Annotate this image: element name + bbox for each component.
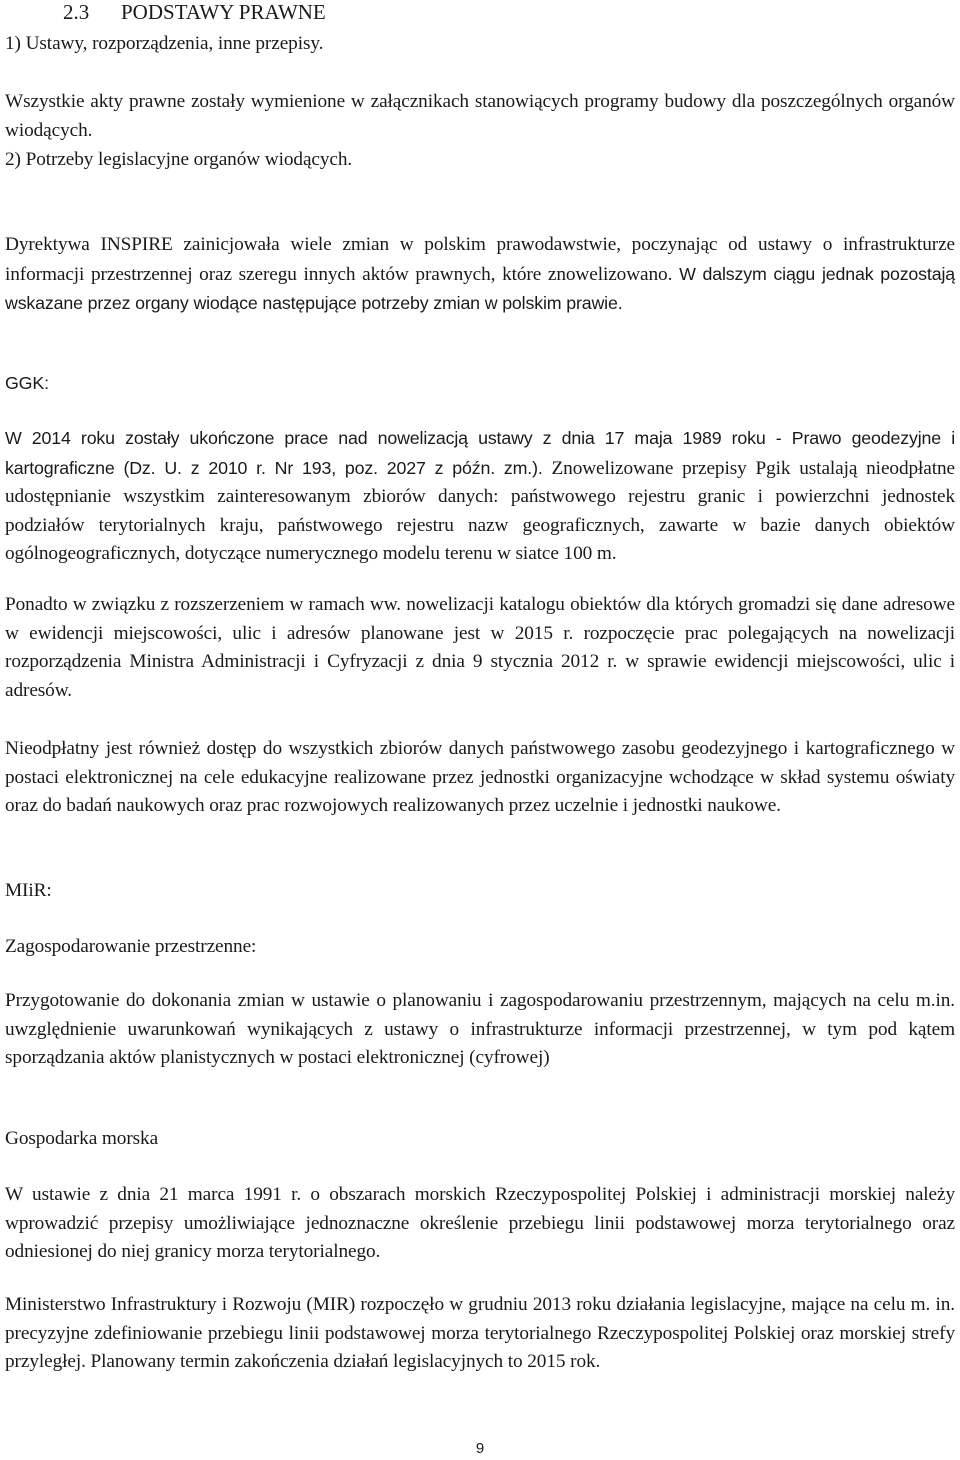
paragraph-legislative-needs: 2) Potrzeby legislacyjne organów wiodących. <box>5 149 353 170</box>
paragraph-legal-acts: Wszystkie akty prawne zostały wymienione w załącznikach stanowiących programy budowy dla poszczególnych organów wiodących. <box>5 91 955 141</box>
section-number: 2.3 <box>63 0 90 24</box>
paragraph-laws: 1) Ustawy, rozporządzenia, inne przepisy. <box>5 33 324 54</box>
inspire-text: Dyrektywa INSPIRE zainicjowała wiele zmian w polskim prawodawstwie, poczynając od ustawy o infrastrukturze informacji przestrzennej oraz szeregu innych aktów prawnych, które znowelizowano. <box>5 234 955 285</box>
paragraph-mir: Ministerstwo Infrastruktury i Rozwoju (MIR) rozpoczęło w grudniu 2013 roku działania legislacyjne, mające na celu m. in. precyzyjne zdefiniowanie przebiegu linii podstawowej morza terytorialnego Rzeczypospolitej Polskiej oraz morskiej strefy przyległej. Planowany termin zakończenia działań legislacyjnych to 2015 rok. <box>5 1294 955 1372</box>
label-maritime: Gospodarka morska <box>5 1128 159 1149</box>
ggk-amendment-text: W 2014 roku zostały ukończone prace nad nowelizacją ustawy z dnia 17 maja 1989 roku - Prawo geodezyjne i kartograficzne (Dz. U. z 2010 r. Nr 193, poz. 2027 z późn. zm.). <box>5 428 955 478</box>
paragraph-free-access: Nieodpłatny jest również dostęp do wszystkich zbiorów danych państwowego zasobu geodezyjnego i kartograficznego w postaci elektronicznej na cele edukacyjne realizowane przez jednostki organizacyjne wchodzące w skład systemu oświaty oraz do badań naukowych oraz prac rozwojowych realizowanych przez uczelnie i jednostki naukowe. <box>5 738 955 816</box>
paragraph-ggk-amendment <box>5 424 955 569</box>
paragraph-address-data: Ponadto w związku z rozszerzeniem w ramach ww. nowelizacji katalogu obiektów dla których gromadzi się dane adresowe w ewidencji miejscowości, ulic i adresów planowane jest w 2015 r. rozpoczęcie prac polegających na nowelizacji rozporządzenia Ministra Administracji i Cyfryzacji z dnia 9 stycznia 2012 r. w sprawie ewidencji miejscowości, ulic i adresów. <box>5 594 955 701</box>
label-miir: MIiR: <box>5 880 52 901</box>
ggk-amendment-continued: Znowelizowane przepisy Pgik ustalają nieodpłatne udostępnianie wszystkim zainteresowanym zbiorów danych: państwowego rejestru granic i powierzchni jednostek podziałów terytorialnych kraju, państwowego rejestru nazw geograficznych, zawarte w bazie danych obiektów ogólnogeograficznych, dotyczące numerycznego modelu terenu w siatce 100 m. <box>5 457 955 564</box>
label-spatial-planning: Zagospodarowanie przestrzenne: <box>5 936 257 957</box>
page-number: 9 <box>475 1440 485 1457</box>
section-title: PODSTAWY PRAWNE <box>121 0 326 24</box>
paragraph-inspire <box>5 231 955 319</box>
section-heading <box>63 0 326 26</box>
paragraph-spatial-planning: Przygotowanie do dokonania zmian w ustawie o planowaniu i zagospodarowaniu przestrzennym, mających na celu m.in. uwzględnienie uwarunkowań wynikających z ustawy o infrastrukturze informacji przestrzennej, w tym pod kątem sporządzania aktów planistycznych w postaci elektronicznej (cyfrowej) <box>5 990 955 1068</box>
label-ggk: GGK: <box>5 373 49 393</box>
paragraph-maritime-act: W ustawie z dnia 21 marca 1991 r. o obszarach morskich Rzeczypospolitej Polskiej i administracji morskiej należy wprowadzić przepisy umożliwiające jednoznaczne określenie przebiegu linii podstawowej morza terytorialnego oraz odniesionej do niej granicy morza terytorialnego. <box>5 1184 955 1262</box>
inspire-text-continued: W dalszym ciągu jednak pozostają wskazane przez organy wiodące następujące potrzeby zmian w polskim prawie. <box>5 263 955 313</box>
